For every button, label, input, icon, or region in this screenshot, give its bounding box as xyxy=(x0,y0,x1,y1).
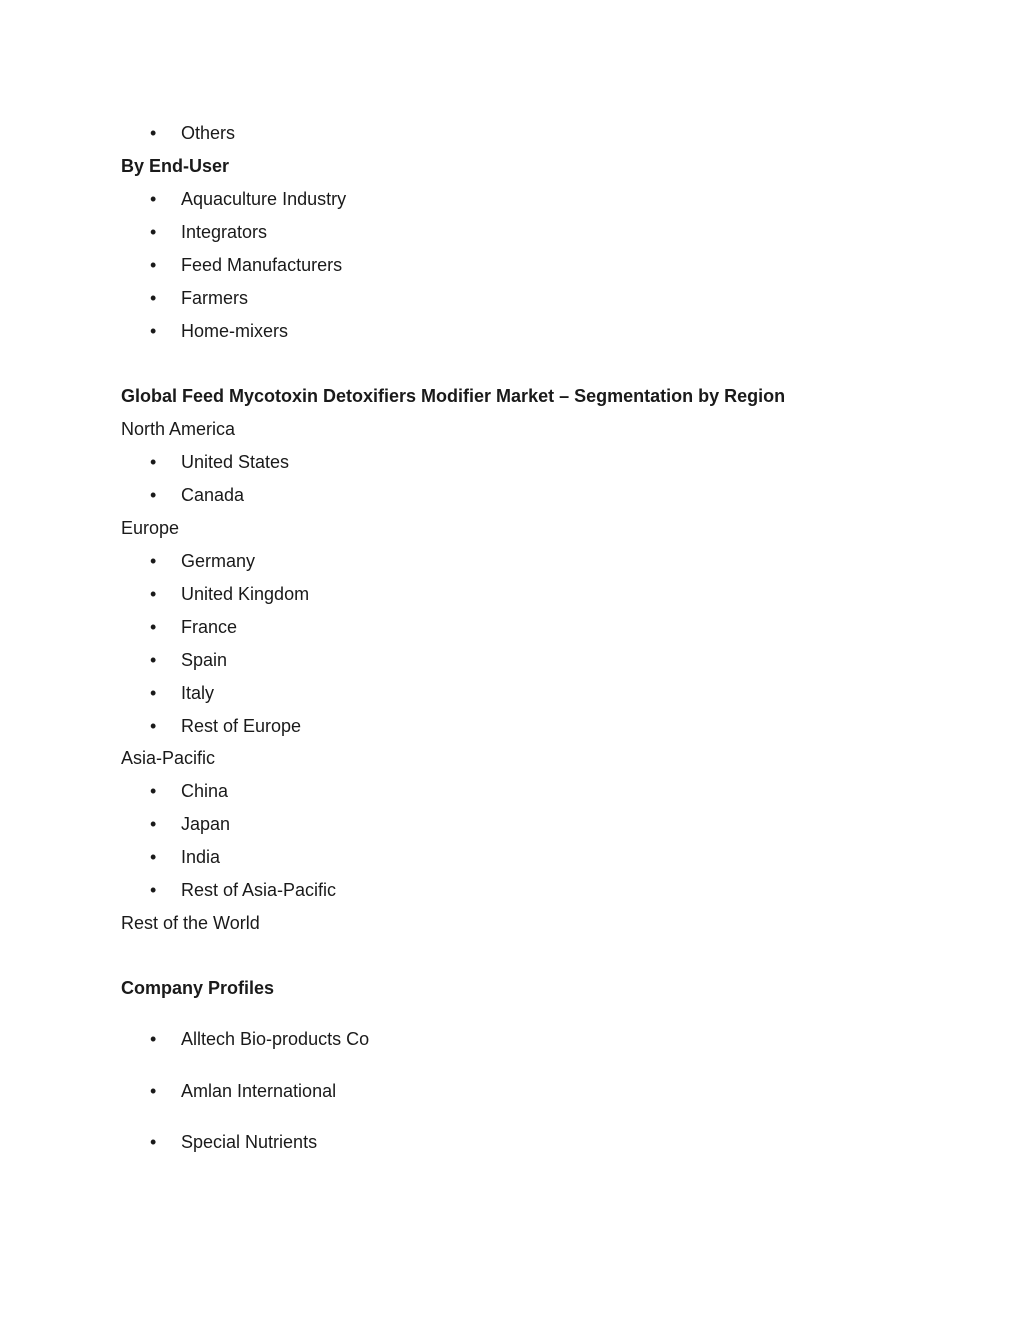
list-item-aquaculture xyxy=(0,188,1024,210)
list-item-integrators xyxy=(0,221,1024,243)
list-item-label: India xyxy=(181,847,221,867)
bullet: • xyxy=(150,814,157,834)
bullet: • xyxy=(150,847,157,867)
bullet: • xyxy=(150,716,157,736)
bullet: • xyxy=(150,650,157,670)
list-item-special-nutrients xyxy=(0,1131,1024,1153)
bullet: • xyxy=(150,1081,157,1101)
list-item-label: Aquaculture Industry xyxy=(181,189,347,209)
bullet: • xyxy=(150,255,157,275)
list-item-label: Canada xyxy=(181,485,245,505)
region-section-heading: Global Feed Mycotoxin Detoxifiers Modifier Market – Segmentation by Region xyxy=(121,386,786,406)
list-item-label: Integrators xyxy=(181,222,268,242)
list-item-rest-of-europe xyxy=(0,715,1024,737)
bullet: • xyxy=(150,452,157,472)
list-item-label: France xyxy=(181,617,238,637)
list-item-others xyxy=(0,122,1024,144)
region-label-rest-of-world: Rest of the World xyxy=(121,913,260,933)
bullet: • xyxy=(150,222,157,242)
list-item-feed-manufacturers xyxy=(0,254,1024,276)
bullet: • xyxy=(150,189,157,209)
list-item-label: Feed Manufacturers xyxy=(181,255,343,275)
list-item-farmers xyxy=(0,287,1024,309)
list-item-china xyxy=(0,780,1024,802)
bullet: • xyxy=(150,584,157,604)
list-item-label: Amlan International xyxy=(181,1081,337,1101)
region-label-europe: Europe xyxy=(121,518,180,538)
list-item-label: Spain xyxy=(181,650,228,670)
list-item-spain xyxy=(0,649,1024,671)
list-item-alltech xyxy=(0,1028,1024,1050)
end-user-heading: By End-User xyxy=(121,156,230,176)
bullet: • xyxy=(150,683,157,703)
bullet: • xyxy=(150,485,157,505)
bullet: • xyxy=(150,551,157,571)
list-item-amlan xyxy=(0,1080,1024,1102)
list-item-india xyxy=(0,846,1024,868)
bullet: • xyxy=(150,781,157,801)
list-item-italy xyxy=(0,682,1024,704)
list-item-home-mixers xyxy=(0,320,1024,342)
list-item-label: Rest of Asia-Pacific xyxy=(181,880,337,900)
list-item-label: United Kingdom xyxy=(181,584,310,604)
list-item-label: China xyxy=(181,781,229,801)
company-profiles-heading: Company Profiles xyxy=(121,978,275,998)
list-item-label: Germany xyxy=(181,551,256,571)
list-item-label: Home-mixers xyxy=(181,321,289,341)
list-item-label: Italy xyxy=(181,683,215,703)
list-item-japan xyxy=(0,813,1024,835)
bullet: • xyxy=(150,1132,157,1152)
bullet: • xyxy=(150,1029,157,1049)
bullet: • xyxy=(150,617,157,637)
list-item-germany xyxy=(0,550,1024,572)
region-label-north-america: North America xyxy=(121,419,236,439)
bullet: • xyxy=(150,123,157,143)
list-item-united-states xyxy=(0,451,1024,473)
region-label-asia-pacific: Asia-Pacific xyxy=(121,748,216,768)
bullet: • xyxy=(150,321,157,341)
list-item-united-kingdom xyxy=(0,583,1024,605)
list-item-france xyxy=(0,616,1024,638)
bullet: • xyxy=(150,880,157,900)
list-item-label: Rest of Europe xyxy=(181,716,302,736)
list-item-label: Japan xyxy=(181,814,231,834)
list-item-label: Farmers xyxy=(181,288,248,308)
list-item-label: Special Nutrients xyxy=(181,1132,318,1152)
list-item-canada xyxy=(0,484,1024,506)
list-item-label: Alltech Bio-products Co xyxy=(181,1029,370,1049)
list-item-label: Others xyxy=(181,123,236,143)
list-item-label: United States xyxy=(181,452,290,472)
bullet: • xyxy=(150,288,157,308)
list-item-rest-of-asia-pacific xyxy=(0,879,1024,901)
